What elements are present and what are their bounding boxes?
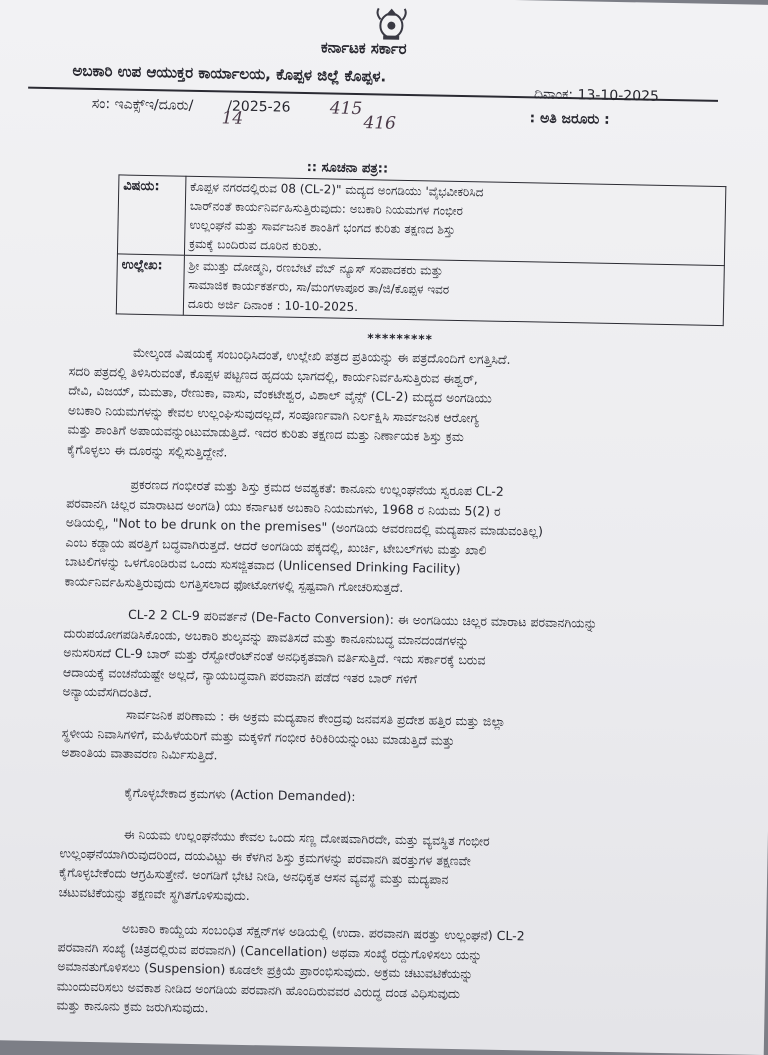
subject-row (117, 175, 725, 266)
section-heading-action (60, 781, 710, 813)
government-heading: ಕರ್ನಾಟಕ ಸರ್ಕಾರ (320, 38, 407, 58)
separator-stars: ********* (367, 331, 433, 347)
reference-line: ಸಾಮಾಜಿಕ ಕಾರ್ಯಕರ್ತರು, ಸಾ/ಮಂಗಳಾಪೂರ ತಾ/ಜಿ/ಕೊಪ್ಪಳ ಇವರ (188, 277, 450, 297)
body-line: ಪರವಾನಗಿ ಸಂಖ್ಯೆ (ಚಿತ್ರದಲ್ಲಿರುವ ಪರವಾನಗಿ) (Cancellation) ಅಥವಾ ಸಂಖ್ಯೆ ರದ್ದುಗೊಳಿಸಲು ಯನ್ನು (57, 938, 483, 963)
body-line: ದೇವಿ, ವಿಜಯ್, ಮಮತಾ, ರೇಣುಕಾ, ವಾಸು, ವೆಂಕಟೇಶ್ವರ, ವಿಶಾಲ್ ವೈನ್ಸ್ (CL-2) ಮದ್ಯದ ಅಂಗಡಿಯು (68, 382, 492, 406)
subject-line: ಕೊಪ್ಪಳ ನಗರದಲ್ಲಿರುವ 08 (CL-2)" ಮದ್ಯದ ಅಂಗಡಿಯು 'ವೈಭವೀಕರಿಸಿದ (190, 179, 484, 200)
urgent-label: : ಅತಿ ಜರೂರು : (529, 110, 610, 128)
body-line: ಈ ನಿಯಮ ಉಲ್ಲಂಘನೆಯು ಕೇವಲ ಒಂದು ಸಣ್ಣ ದೋಷವಾಗಿರದೇ, ಮತ್ತು ವ್ಯವಸ್ಥಿತ ಗಂಭೀರ (123, 826, 490, 849)
body-line: ಕೈಗೊಳ್ಳಬೇಕೆಂದು ಆಗ್ರಹಿಸುತ್ತೇನೆ. ಅಂಗಡಿಗೆ ಭೇಟಿ ನೀಡಿ, ಅನಧಿಕೃತ ಆಸನ ವ್ಯವಸ್ಥೆ ಮತ್ತು ಮದ್ಯಪಾನ (58, 864, 449, 888)
reference-label: ಉಲ್ಲೇಖ: (116, 254, 184, 315)
handwritten-number: 14 (221, 108, 244, 129)
reference-row (116, 254, 724, 326)
notice-title: :: ಸೂಚನಾ ಪತ್ರ:: (306, 160, 389, 177)
reference-text (183, 255, 724, 325)
body-paragraph-conversion (62, 603, 714, 713)
reference-prefix: ಸಂ: ಇಎಕ್ಸ್‌ಇ/ದೂರು/ (91, 95, 194, 114)
body-line: ಅಶಾಂತಿಯ ವಾತಾವರಣ ನಿರ್ಮಿಸುತ್ತಿದೆ. (61, 744, 218, 763)
reference-year: /2025-26 (227, 98, 291, 116)
reference-number (92, 96, 291, 116)
body-line: ಚಟುವಟಿಕೆಯನ್ನು ತಕ್ಷಣವೇ ಸ್ಥಗಿತಗೊಳಿಸುವುದು. (58, 884, 250, 903)
subject-table (116, 174, 727, 326)
letter-date: ದಿನಾಂಕ: 13-10-2025 (533, 86, 660, 105)
body-line: ಮತ್ತು ಶಾಂತಿಗೆ ಅಪಾಯವನ್ನುಂಟುಮಾಡುತ್ತಿದೆ. ಇದರ ಕುರಿತು ತಕ್ಷಣದ ಮತ್ತು ನಿರ್ಣಾಯಕ ಶಿಸ್ತು ಕ್ರಮ (67, 421, 465, 445)
body-line: ಉಲ್ಲಂಘನೆಯಾಗಿರುವುದರಿಂದ, ದಯವಿಟ್ಟು ಈ ಕೆಳಗಿನ ಶಿಸ್ತು ಕ್ರಮಗಳನ್ನು ಪರವಾನಗಿ ಷರತ್ತುಗಳ ತಕ್ಷಣವೇ (59, 845, 471, 868)
body-line: CL-2 2 CL-9 ಪರಿವರ್ತನೆ (De-Facto Conversion): ಈ ಅಂಗಡಿಯು ಚಿಲ್ಲರ ಮಾರಾಟ ಪರವಾನಗಿಯನ್ನು (127, 606, 598, 631)
body-paragraph-public-impact (61, 703, 712, 774)
body-line: ಸದರಿ ಪತ್ರದಲ್ಲಿ ತಿಳಿಸಿರುವಂತೆ, ಕೊಪ್ಪಳ ಪಟ್ಟಣದ ಹೃದಯ ಭಾಗದಲ್ಲಿ, ಕಾರ್ಯನಿರ್ವಹಿಸುತ್ತಿರುವ ಈಶ್ವರ್, (68, 363, 478, 386)
body-line: ಪ್ರಕರಣದ ಗಂಭೀರತೆ ಮತ್ತು ಶಿಸ್ತು ಕ್ರಮದ ಅವಶ್ಯಕತೆ: ಕಾನೂನು ಉಲ್ಲಂಘನೆಯ ಸ್ವರೂಪ CL-2 (130, 476, 504, 499)
body-paragraph-intro (67, 342, 719, 472)
handwritten-number: 416 (363, 113, 397, 134)
body-line: ಎಂಬ ಕಡ್ಡಾಯ ಷರತ್ತಿಗೆ ಬದ್ಧವಾಗಿರುತ್ತದೆ. ಆದರೆ ಅಂಗಡಿಯ ಪಕ್ಕದಲ್ಲಿ, ಖುರ್ಚಿ, ಟೇಬಲ್‌ಗಳು ಮತ್ತು ಖಾಲಿ (65, 534, 487, 558)
body-line: ಆದಾಯಕ್ಕೆ ವಂಚನೆಯಷ್ಟೇ ಅಲ್ಲದೆ, ನ್ಯಾಯಬದ್ಧವಾಗಿ ಪರವಾನಗಿ ಪಡೆದ ಇತರ ಬಾರ್ ಗಳಿಗೆ (62, 664, 418, 687)
body-line: ಅಮಾನತುಗೊಳಿಸಲು (Suspension) ಕೂಡಲೇ ಪ್ರಕ್ರಿಯೆ ಪ್ರಾರಂಭಿಸುವುದು. ಅಕ್ರಮ ಚಟುವಟಿಕೆಯನ್ನು (57, 958, 474, 982)
body-line: ಅನ್ಯಾಯವೆಸಗಿದಂತಿದೆ. (62, 683, 153, 701)
body-paragraph-action (59, 823, 710, 914)
subject-text (184, 176, 725, 265)
body-line: ದುರುಪಯೋಗಪಡಿಸಿಕೊಂಡು, ಅಬಕಾರಿ ಶುಲ್ಕವನ್ನು ಪಾವತಿಸದೆ ಮತ್ತು ಕಾನೂನುಬದ್ಧ ಮಾನದಂಡಗಳನ್ನು (63, 625, 470, 648)
body-line: ಅನುಸರಿಸದೆ CL-9 ಬಾರ್ ಮತ್ತು ರೆಸ್ಟೋರೆಂಟ್‌ನಂತೆ ಅನಧಿಕೃತವಾಗಿ ವರ್ತಿಸುತ್ತಿದೆ. ಇದು ಸರ್ಕಾರಕ್ಕೆ ಬರುವ (63, 644, 486, 668)
body-line: ಪರವಾನಗಿ ಚಿಲ್ಲರ ಮಾರಾಟದ ಅಂಗಡಿ) ಯು ಕರ್ನಾಟಕ ಅಬಕಾರಿ ನಿಯಮಗಳು, 1968 ರ ನಿಯಮ 5(2) ರ (66, 495, 501, 519)
subject-label: ವಿಷಯ: (117, 175, 186, 255)
body-line: ಮುಂದುವರಿಸಲು ಅವಕಾಶ ನೀಡಿದ ಅಂಗಡಿಯ ಪರವಾನಗಿ ಹೊಂದಿರುವವರ ವಿರುದ್ಧ ದಂಡ ವಿಧಿಸುವುದು (56, 978, 461, 1001)
body-line: ಕಾರ್ಯನಿರ್ವಹಿಸುತ್ತಿರುವುದು ಲಗತ್ತಿಸಲಾದ ಫೋಟೋಗಳಲ್ಲಿ ಸ್ಪಷ್ಟವಾಗಿ ಗೋಚರಿಸುತ್ತದೆ. (64, 573, 404, 595)
body-paragraph-legal (56, 917, 708, 1027)
body-paragraph-seriousness (64, 473, 716, 603)
body-line: ಕೈಗೊಳ್ಳಬೇಕಾದ ಕ್ರಮಗಳು (Action Demanded): (124, 784, 356, 805)
body-line: ಮತ್ತು ಕಾನೂನು ಕ್ರಮ ಜರುಗಿಸುವುದು. (56, 997, 209, 1016)
body-line: ಕೈಗೊಳ್ಳಲು ಈ ದೂರನ್ನು ಸಲ್ಲಿಸುತ್ತಿದ್ದೇನೆ. (67, 441, 228, 460)
office-heading: ಅಬಕಾರಿ ಉಪ ಆಯುಕ್ತರ ಕಾರ್ಯಾಲಯ, ಕೊಪ್ಪಳ ಜಿಲ್ಲೆ ಕೊಪ್ಪಳ. (72, 61, 387, 86)
reference-line: ದೂರು ಅರ್ಜಿ ದಿನಾಂಕ : 10-10-2025. (187, 296, 359, 315)
body-line: ಸ್ಥಳೀಯ ನಿವಾಸಿಗಳಿಗೆ, ಮಹಿಳೆಯರಿಗೆ ಮತ್ತು ಮಕ್ಕಳಿಗೆ ಗಂಭೀರ ಕಿರಿಕಿರಿಯನ್ನುಂಟು ಮಾಡುತ್ತಿದೆ ಮತ್ತು (61, 725, 455, 748)
body-line: ಅಡಿಯಲ್ಲಿ, "Not to be drunk on the premises" (ಅಂಗಡಿಯ ಆವರಣದಲ್ಲಿ ಮದ್ಯಪಾನ ಮಾಡುವಂತಿಲ್ಲ) (65, 514, 544, 539)
handwritten-number: 415 (329, 98, 363, 120)
subject-line: ಉಲ್ಲಂಘನೆ ಮತ್ತು ಸಾರ್ವಜನಿಕ ಶಾಂತಿಗೆ ಭಂಗದ ಕುರಿತು ತಕ್ಷಣದ ಶಿಸ್ತು (189, 217, 456, 237)
body-line: ಮೇಲ್ಕಂಡ ವಿಷಯಕ್ಕೆ ಸಂಬಂಧಿಸಿದಂತೆ, ಉಲ್ಲೇಖಿ ಪತ್ರದ ಪ್ರತಿಯನ್ನು ಈ ಪತ್ರದೊಂದಿಗೆ ಲಗತ್ತಿಸಿದೆ. (132, 344, 511, 367)
body-line: ಅಬಕಾರಿ ಕಾಯ್ದೆಯ ಸಂಬಂಧಿತ ಸೆಕ್ಷನ್‌ಗಳ ಅಡಿಯಲ್ಲಿ (ಉದಾ. ಪರವಾನಗಿ ಷರತ್ತು ಉಲ್ಲಂಘನೆ) CL-2 (121, 920, 525, 944)
state-emblem-icon (371, 5, 412, 42)
body-line: ಸಾರ್ವಜನಿಕ ಪರಿಣಾಮ : ಈ ಅಕ್ರಮ ಮದ್ಯಪಾನ ಕೇಂದ್ರವು ಜನವಸತಿ ಪ್ರದೇಶ ಹತ್ತಿರ ಮತ್ತು ಜಿಲ್ಲಾ (125, 706, 506, 729)
reference-line: ಶ್ರೀ ಮುತ್ತು ದೋಡ್ಮನಿ, ರಣಬೇಟೆ ವೆಬ್ ನ್ಯೂಸ್ ಸಂಪಾದಕರು ಮತ್ತು (188, 258, 444, 278)
subject-line: ಬಾರ್‌ನಂತೆ ಕಾರ್ಯನಿರ್ವಹಿಸುತ್ತಿರುವುದು: ಅಬಕಾರಿ ನಿಯಮಗಳ ಗಂಭೀರ (189, 198, 464, 219)
subject-line: ಕ್ರಮಕ್ಕೆ ಬಂದಿರುವ ದೂರಿನ ಕುರಿತು. (189, 236, 323, 254)
body-line: ಅಬಕಾರಿ ನಿಯಮಗಳನ್ನು ಕೇವಲ ಉಲ್ಲಂಘಿಸುವುದಲ್ಲದೆ, ಸಂಪೂರ್ಣವಾಗಿ ನಿರ್ಲಕ್ಷಿಸಿ ಸಾರ್ವಜನಿಕ ಆರೋಗ್ಯ (67, 402, 480, 426)
body-line: ಬಾಟಲಿಗಳನ್ನು ಒಳಗೊಂಡಿರುವ ಒಂದು ಸುಸಜ್ಜಿತವಾದ (Unlicensed Drinking Facility) (64, 553, 461, 577)
